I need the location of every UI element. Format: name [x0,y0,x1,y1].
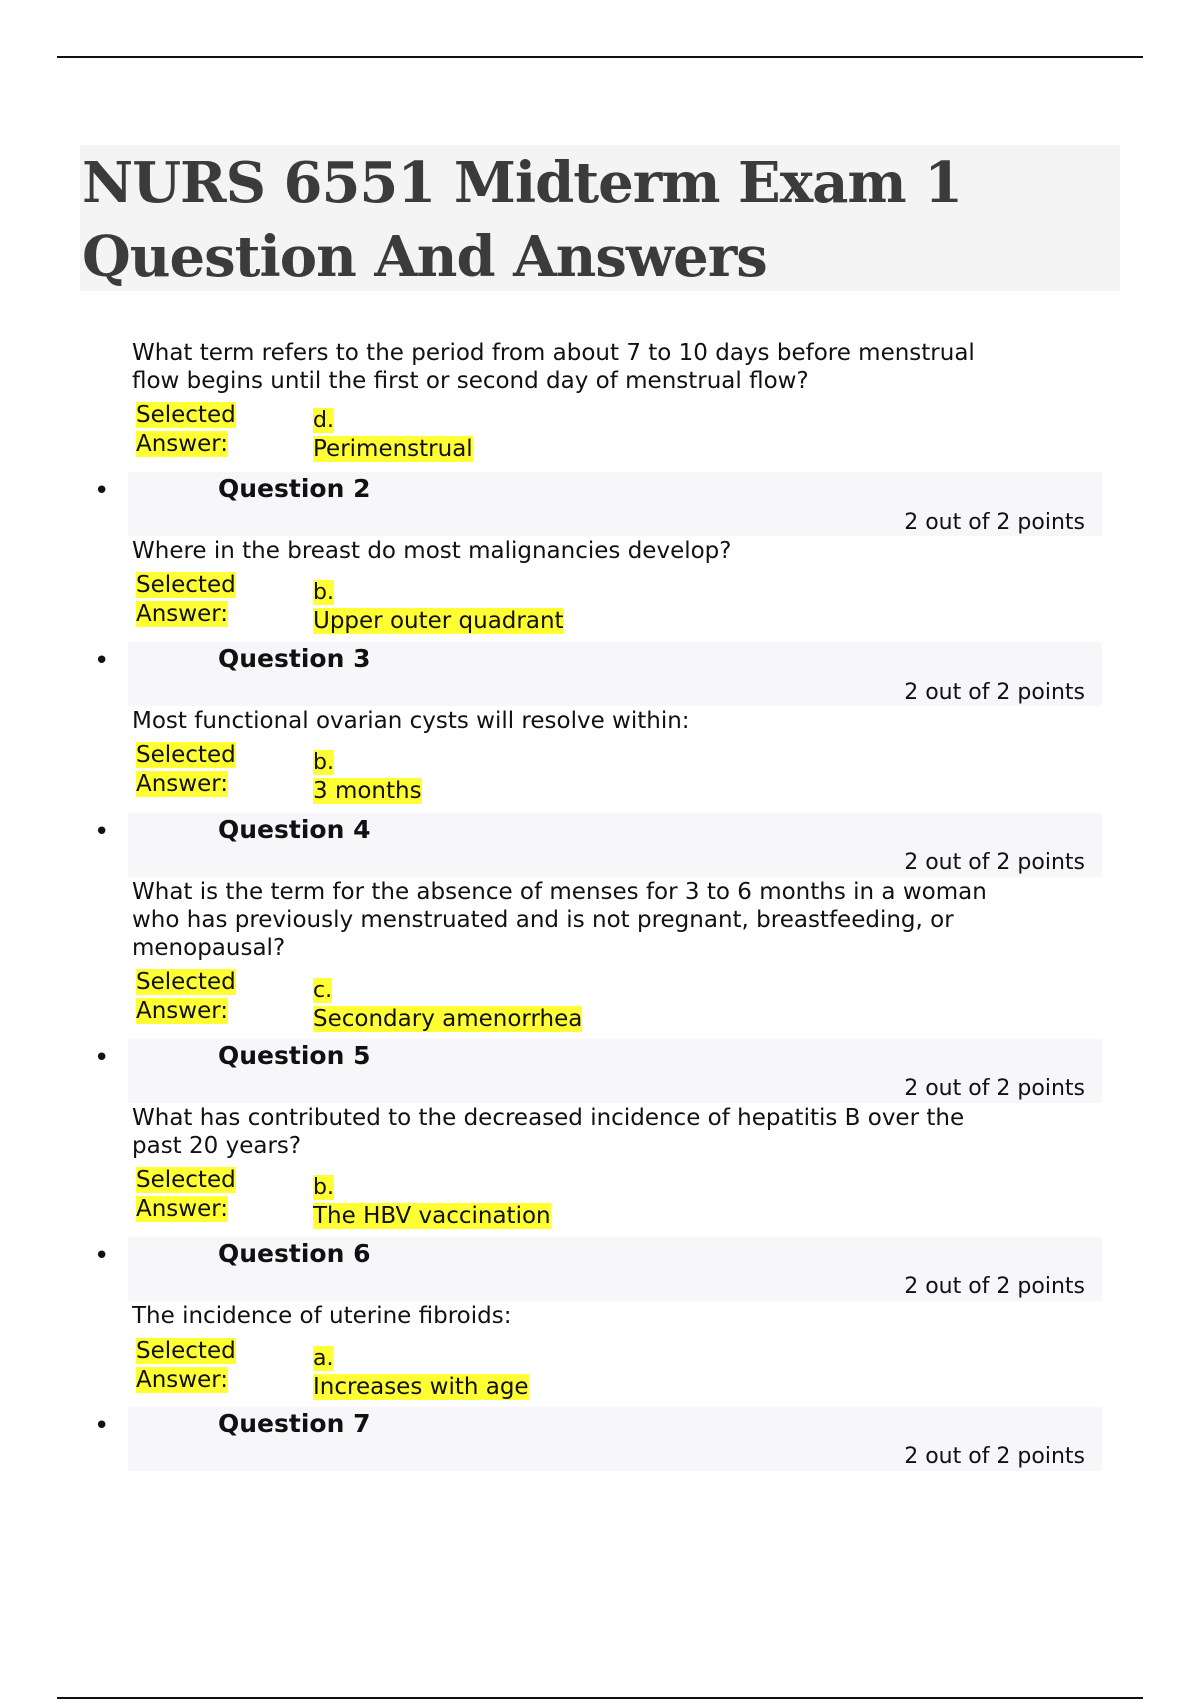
selected-answer-label: Selected Answer: [136,969,236,1024]
question-2-title: Question 2 [218,474,371,503]
answer-text: Upper outer quadrant [313,608,564,634]
question-3-points: 2 out of 2 points [904,680,1085,705]
question-3-text: Most functional ovarian cysts will resolve within: [132,708,690,734]
question-4-text: What is the term for the absence of menses for 3 to 6 months in a woman who has previously menstruated and is not pregnant, breastfeeding, or menopausal? [132,879,987,961]
question-4-title: Question 4 [218,815,371,844]
top-rule [57,56,1143,58]
question-5-text: What has contributed to the decreased incidence of hepatitis B over the past 20 years? [132,1105,965,1159]
answer-text: Secondary amenorrhea [313,1006,583,1032]
answer-letter: b. [313,750,334,775]
answer-text: Increases with age [313,1374,529,1400]
question-7-points: 2 out of 2 points [904,1444,1085,1469]
question-6-points: 2 out of 2 points [904,1274,1085,1299]
question-5-points: 2 out of 2 points [904,1076,1085,1101]
bullet: • [94,1241,110,1271]
bullet: • [94,1411,110,1441]
bottom-rule [57,1697,1143,1699]
question-5-answer [313,1173,551,1231]
bullet: • [94,817,110,847]
selected-answer-label: Selected Answer: [136,1338,236,1393]
title-line-2: Question And Answers [82,224,767,290]
bullet: • [94,476,110,506]
question-3-answer [313,748,422,806]
answer-text: The HBV vaccination [313,1203,551,1229]
question-6-answer [313,1344,529,1402]
question-7-title: Question 7 [218,1409,371,1438]
question-6-text: The incidence of uterine fibroids: [132,1303,512,1329]
answer-letter: a. [313,1346,334,1371]
question-3-title: Question 3 [218,644,371,673]
question-5-title: Question 5 [218,1041,371,1070]
bullet: • [94,1043,110,1073]
answer-letter: b. [313,580,334,605]
question-4-points: 2 out of 2 points [904,850,1085,875]
answer-letter: b. [313,1175,334,1200]
question-6-title: Question 6 [218,1239,371,1268]
question-2-answer [313,578,564,636]
answer-text: 3 months [313,778,422,804]
selected-answer-label: Selected Answer: [136,402,236,457]
question-2-text: Where in the breast do most malignancies develop? [132,538,732,564]
document-title [82,146,962,294]
answer-letter: d. [313,408,334,433]
question-4-answer [313,976,582,1034]
selected-answer-label: Selected Answer: [136,1167,236,1222]
question-1-answer [313,406,473,464]
title-line-1: NURS 6551 Midterm Exam 1 [82,150,963,216]
question-2-points: 2 out of 2 points [904,510,1085,535]
answer-letter: c. [313,978,333,1003]
selected-answer-label: Selected Answer: [136,742,236,797]
bullet: • [94,646,110,676]
selected-answer-label: Selected Answer: [136,572,236,627]
question-1-text: What term refers to the period from about 7 to 10 days before menstrual flow begins until the first or second day of menstrual flow? [132,340,975,394]
answer-text: Perimenstrual [313,436,473,462]
